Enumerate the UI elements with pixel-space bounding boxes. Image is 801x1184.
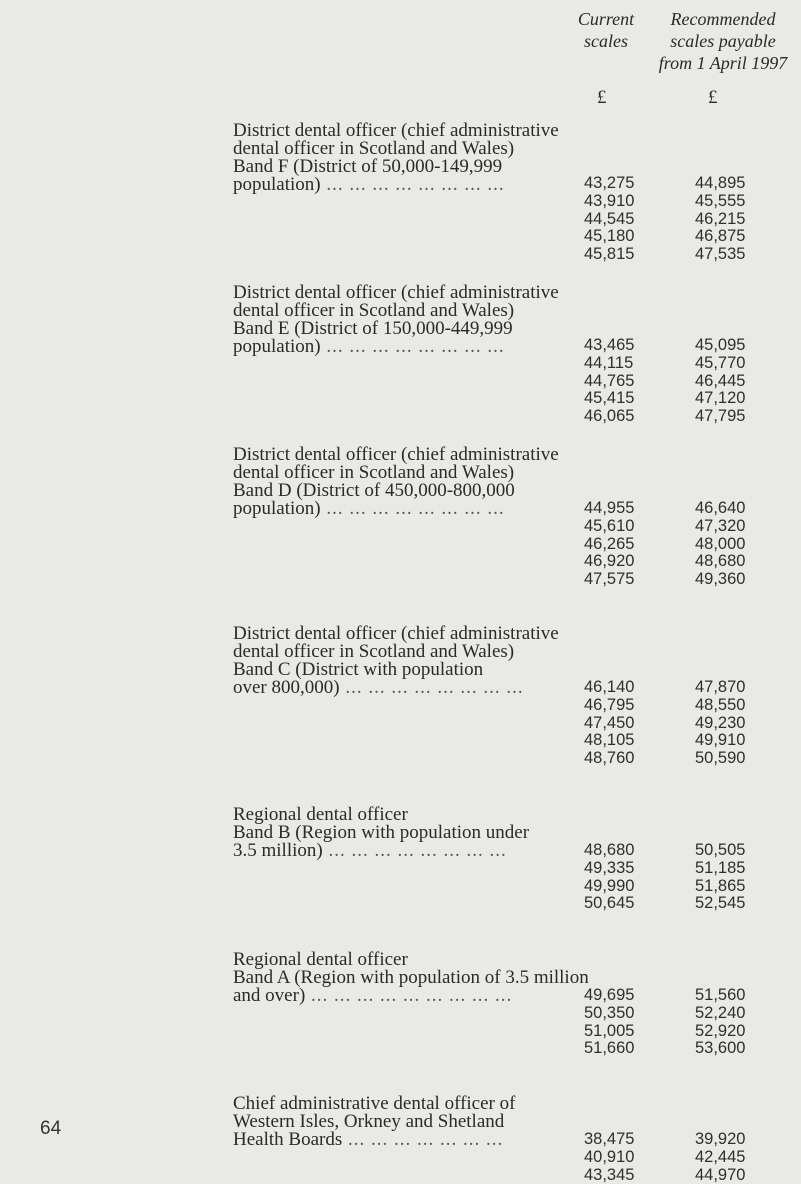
column-header-current-line-1: Current [577, 9, 635, 29]
current-scale-values: 38,475 40,910 43,345 [584, 1130, 635, 1184]
current-scale-values: 48,680 49,335 49,990 50,645 [584, 841, 635, 913]
grade-label: District dental officer (chief administrative dental officer in Scotland and Wales) Band D (District of 450,000-800,000 population) ... ... ... ... ... ... ... ... [233, 444, 559, 519]
recommended-scale-values: 39,920 42,445 44,970 [695, 1130, 746, 1184]
column-header-recommended-line-3: from 1 April 1997 [658, 53, 788, 73]
grade-label: District dental officer (chief administrative dental officer in Scotland and Wales) Band F (District of 50,000-149,999 population) ... ... ... ... ... ... ... ... [233, 120, 559, 195]
recommended-scale-values: 44,895 45,555 46,215 46,875 47,535 [695, 174, 746, 264]
recommended-scale-values: 50,505 51,185 51,865 52,545 [695, 841, 746, 913]
grade-label: Regional dental officer Band B (Region with population under 3.5 million) ... ... ... ... ... ... ... ... [233, 804, 530, 861]
grade-label: District dental officer (chief administrative dental officer in Scotland and Wales) Band C (District with population over 800,000) ... ... ... ... ... ... ... ... [233, 623, 559, 698]
recommended-scale-values: 51,560 52,240 52,920 53,600 [695, 986, 746, 1058]
recommended-scale-values: 45,095 45,770 46,445 47,120 47,795 [695, 336, 746, 426]
recommended-scale-values: 47,870 48,550 49,230 49,910 50,590 [695, 678, 746, 768]
column-header-recommended [648, 8, 798, 74]
column-header-recommended-line-1: Recommended [670, 9, 776, 29]
grade-label: Regional dental officer Band A (Region with population of 3.5 million and over) ... ... ... ... ... ... ... ... ... [233, 949, 589, 1006]
current-scale-values: 49,695 50,350 51,005 51,660 [584, 986, 635, 1058]
grade-label: District dental officer (chief administrative dental officer in Scotland and Wales) Band E (District of 150,000-449,999 population) ... ... ... ... ... ... ... ... [233, 282, 559, 357]
column-header-current [560, 8, 652, 52]
current-scale-values: 44,955 45,610 46,265 46,920 47,575 [584, 499, 635, 589]
column-header-recommended-line-2: scales payable [670, 31, 776, 51]
column-header-current-line-2: scales [584, 31, 628, 51]
recommended-scale-values: 46,640 47,320 48,000 48,680 49,360 [695, 499, 746, 589]
currency-symbol-recommended: £ [708, 87, 718, 108]
grade-label: Chief administrative dental officer of Western Isles, Orkney and Shetland Health Boards ... ... ... ... ... ... ... [233, 1093, 516, 1150]
current-scale-values: 43,275 43,910 44,545 45,180 45,815 [584, 174, 635, 264]
current-scale-values: 43,465 44,115 44,765 45,415 46,065 [584, 336, 635, 426]
current-scale-values: 46,140 46,795 47,450 48,105 48,760 [584, 678, 635, 768]
currency-symbol-current: £ [597, 87, 607, 108]
page-number: 64 [40, 1118, 62, 1139]
